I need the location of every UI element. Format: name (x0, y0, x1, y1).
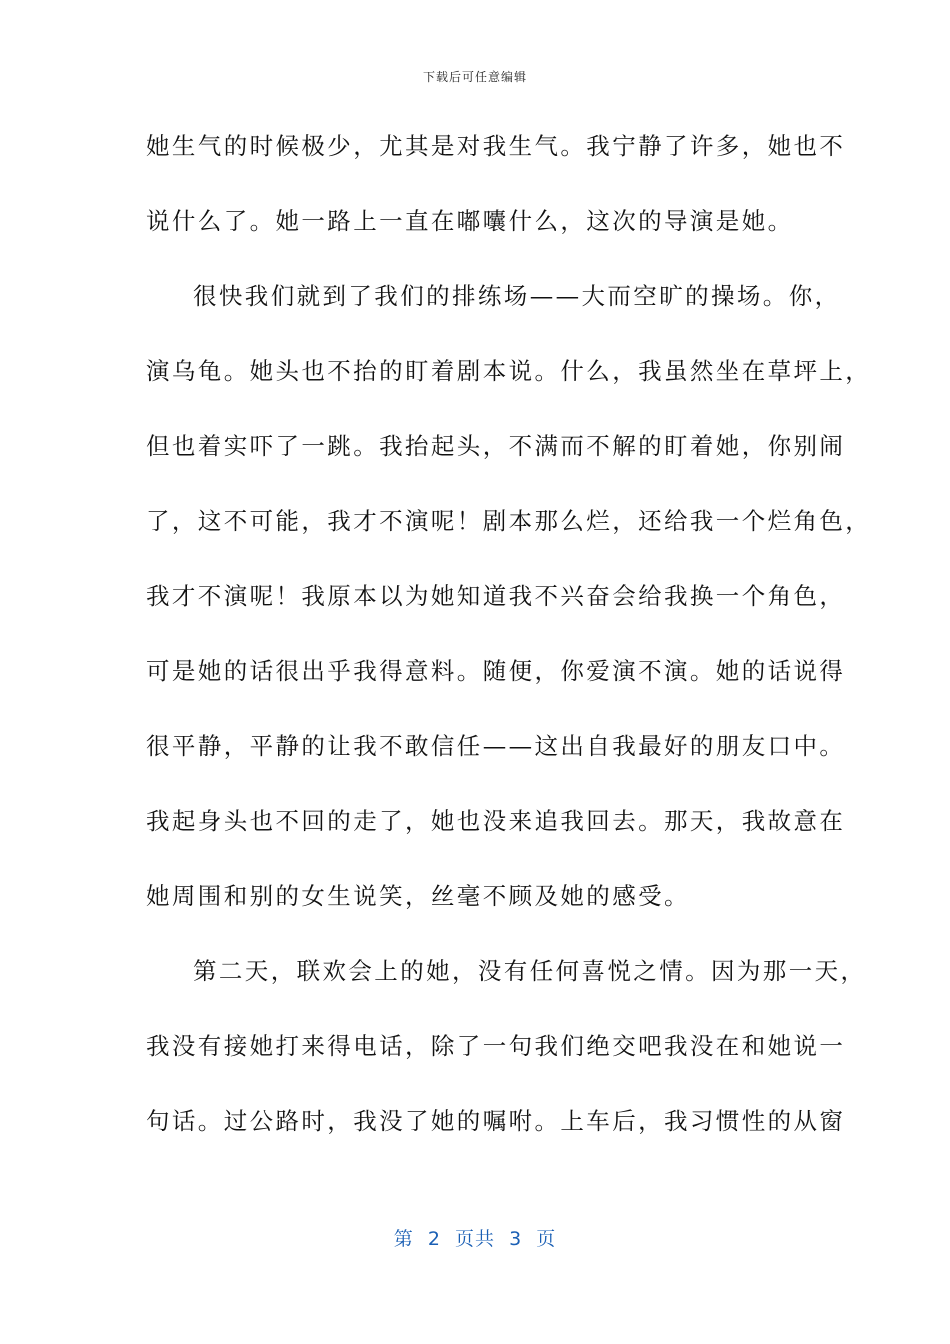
text-line-paragraph-start: 第二天，联欢会上的她，没有任何喜悦之情。因为那一天， (193, 957, 867, 985)
document-body (146, 122, 872, 1172)
text-line: 她生气的时候极少，尤其是对我生气。我宁静了许多，她也不 (146, 132, 846, 160)
text-line: 我没有接她打来得电话，除了一句我们绝交吧我没在和她说一 (146, 1032, 846, 1060)
text-line: 了，这不可能，我才不演呢！剧本那么烂，还给我一个烂角色， (146, 507, 872, 535)
text-line: 演乌龟。她头也不抬的盯着剧本说。什么，我虽然坐在草坪上， (146, 357, 872, 385)
text-line: 很平静，平静的让我不敢信任——这出自我最好的朋友口中。 (146, 732, 846, 760)
page-header: 下载后可任意编辑 (422, 70, 527, 84)
text-line: 我才不演呢！我原本以为她知道我不兴奋会给我换一个角色， (146, 582, 846, 610)
text-line: 句话。过公路时，我没了她的嘱咐。上车后，我习惯性的从窗 (146, 1107, 846, 1135)
page-number-footer: 第 2 页共 3 页 (393, 1228, 557, 1250)
text-line: 她周围和别的女生说笑，丝毫不顾及她的感受。 (146, 882, 690, 910)
text-line: 说什么了。她一路上一直在嘟囔什么，这次的导演是她。 (146, 207, 794, 235)
text-line: 但也着实吓了一跳。我抬起头，不满而不解的盯着她，你别闹 (146, 432, 846, 460)
text-line: 我起身头也不回的走了，她也没来追我回去。那天，我故意在 (146, 807, 846, 835)
text-line: 可是她的话很出乎我得意料。随便，你爱演不演。她的话说得 (146, 657, 846, 685)
text-line-paragraph-start: 很快我们就到了我们的排练场——大而空旷的操场。你， (193, 282, 841, 310)
